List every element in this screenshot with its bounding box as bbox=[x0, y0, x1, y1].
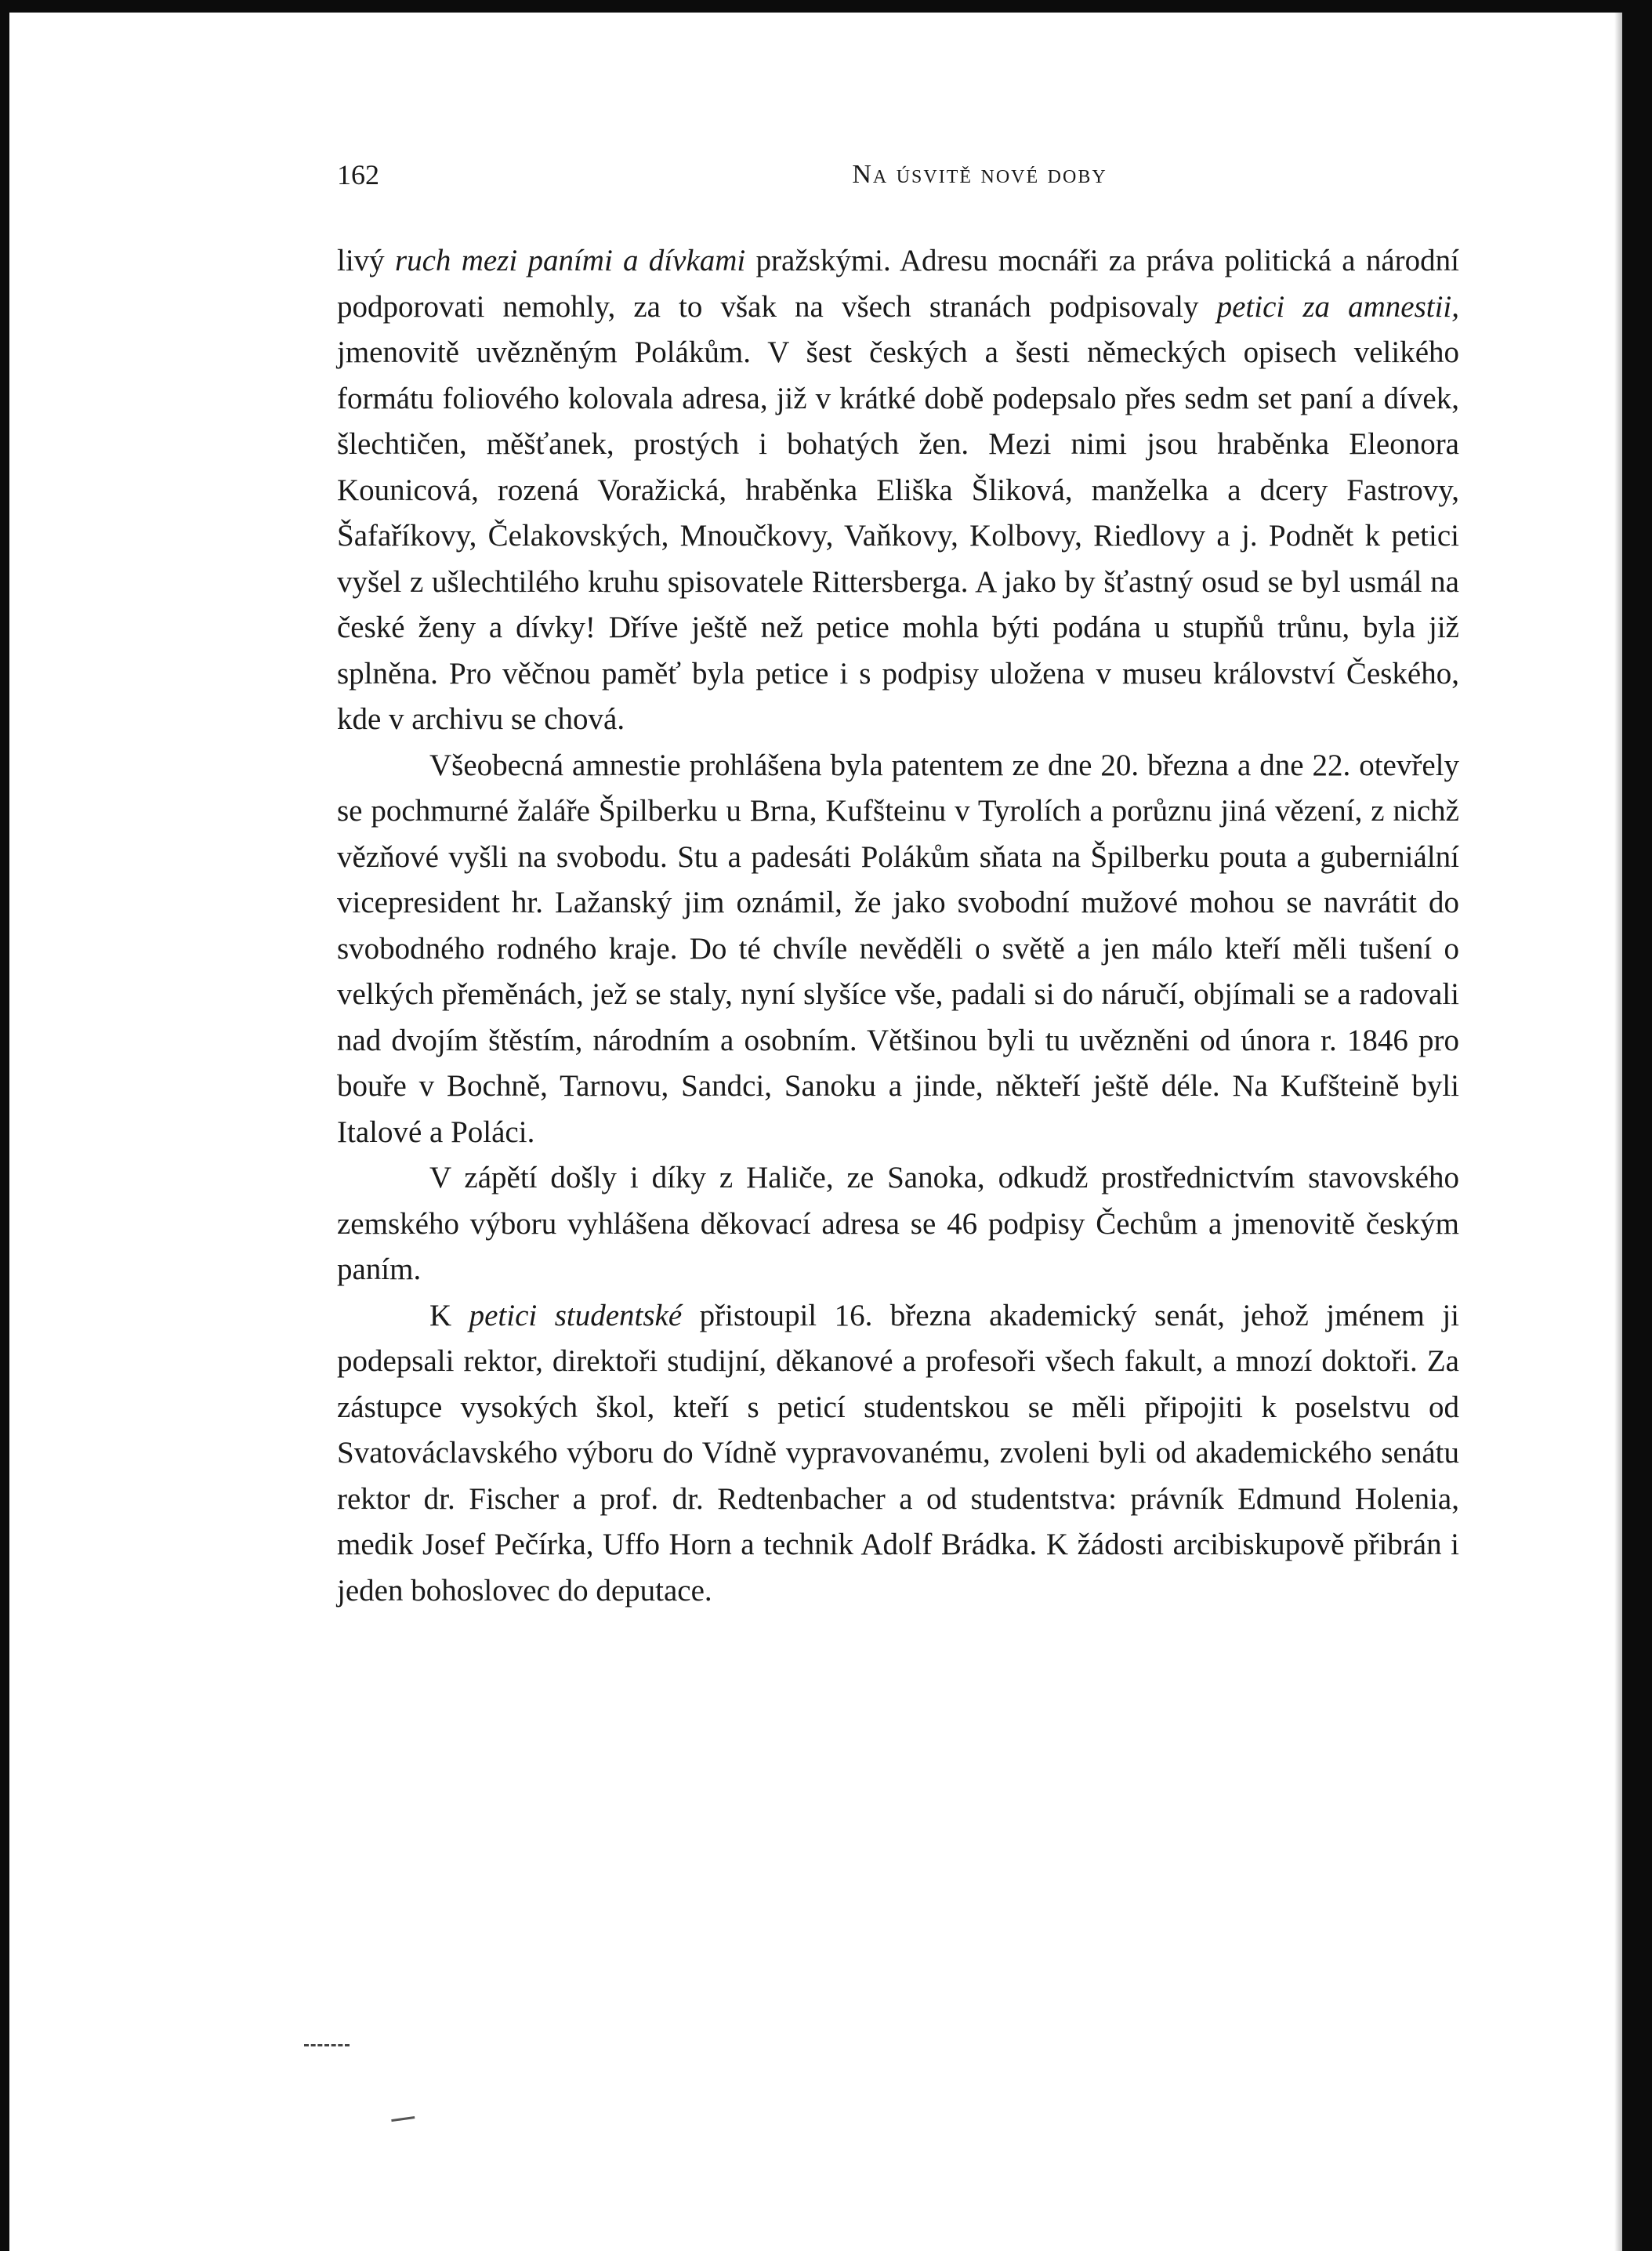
paragraph-1-italic-a: ruch mezi paními a dívkami bbox=[394, 244, 746, 277]
paragraph-1-italic-b: petici za amnestii, bbox=[1216, 289, 1459, 324]
page-edge-shadow bbox=[1614, 13, 1622, 2251]
page-number: 162 bbox=[337, 159, 379, 190]
paragraph-1-text-c: jmenovitě uvězněným Polákům. V šest českých a šesti německých opisech velikého formátu foliového kolovala adresa, již v krátké době podepsalo přes sedm set paní a dívek, šlechtičen, měšťanek, prostých i bohatých žen. Mezi nimi jsou hraběnka Eleonora Kounicová, rozená Voražická, hraběnka Eliška Šliková, manželka a dcery Fastrovy, Šafaříkovy, Čelakovských, Mnoučkovy, Vaňkovy, Kolbovy, Riedlovy a j. Podnět k petici vyšel z ušlechtilého kruhu spisovatele Rittersberga. A jako by šťastný osud se byl usmál na české ženy a dívky! Dříve ještě než petice mohla býti podána u stupňů trůnu, byla již splněna. Pro věčnou paměť byla petice i s podpisy uložena v museu království Českého, kde v archivu se chová. bbox=[337, 335, 1459, 736]
paragraph-3: V zápětí došly i díky z Haliče, ze Sanoka, odkudž prostřednictvím stavovského zemského výboru vyhlášena děkovací adresa se 46 podpisy Čechům a jmenovitě českým paním. bbox=[337, 1161, 1459, 1286]
paragraph-4-text-a: K bbox=[429, 1298, 469, 1332]
paragraph-1 bbox=[337, 238, 1459, 743]
scan-artifact-mark bbox=[391, 2116, 416, 2130]
text-body bbox=[337, 238, 1459, 1614]
page-header bbox=[337, 155, 1458, 194]
running-title: Na úsvitě nové doby bbox=[852, 160, 1107, 189]
paragraph-1-text-a: livý bbox=[337, 244, 395, 277]
paragraph-4-text-b: přistoupil 16. března akademický senát, jehož jménem ji podepsali rektor, direktoři studijní, děkanové a profesoři všech fakult, a mnozí doktoři. Za zástupce vysokých škol, kteří s peticí studentskou se měli připojiti k poselstvu od Svatováclavského výboru do Vídně vypravovanému, zvoleni byli od akademického senátu rektor dr. Fischer a prof. dr. Redtenbacher a od studentstva: právník Edmund Holenia, medik Josef Pečírka, Uffo Horn a technik Adolf Brádka. K žádosti arcibiskupově přibrán i jeden bohoslovec do deputace. bbox=[337, 1298, 1459, 1608]
scan-border-top bbox=[0, 0, 1652, 13]
scan-artifact-mark bbox=[304, 2044, 350, 2050]
paragraph-4-italic-a: petici studentské bbox=[469, 1298, 683, 1332]
paragraph-1-text-b: pražskými. Adresu mocnáři za práva politická a národní podporovati nemohly, za to však na všech stranách podpisovaly bbox=[337, 244, 1459, 324]
scan-border-right bbox=[1622, 0, 1652, 2251]
paragraph-4 bbox=[337, 1293, 1459, 1615]
paragraph-2: Všeobecná amnestie prohlášena byla patentem ze dne 20. března a dne 22. otevřely se pochmurné žaláře Špilberku u Brna, Kufšteinu v Tyrolích a porůznu jiná vězení, z nichž vězňové vyšli na svobodu. Stu a padesáti Polákům sňata na Špilberku pouta a guberniální vicepresident hr. Lažanský jim oznámil, že jako svobodní mužové mohou se navrátit do svobodného rodného kraje. Do té chvíle nevěděli o světě a jen málo kteří měli tušení o velkých přeměnách, jež se staly, nyní slyšíce vše, padali si do náručí, objímali se a radovali nad dvojím štěstím, národním a osobním. Většinou byli tu uvězněni od února r. 1846 pro bouře v Bochně, Tarnovu, Sandci, Sanoku a jinde, někteří ještě déle. Na Kufšteině byli Italové a Poláci. bbox=[337, 748, 1459, 1149]
scan-border-left bbox=[0, 0, 9, 2251]
